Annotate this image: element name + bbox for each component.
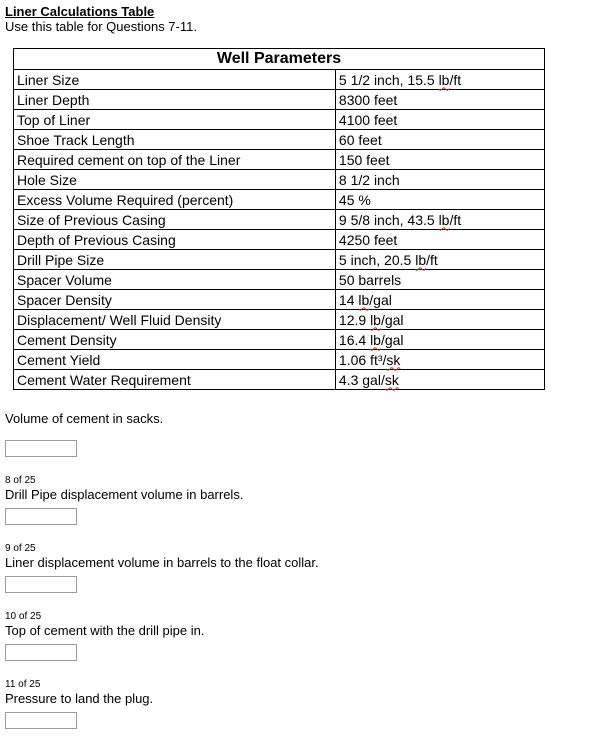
parameter-value: 4250 feet [335, 230, 544, 250]
parameter-value: 8 1/2 inch [335, 170, 544, 190]
answer-input-q7[interactable] [5, 440, 77, 457]
question-text: Liner displacement volume in barrels to the float collar. [5, 555, 319, 570]
table-row [14, 210, 545, 230]
parameter-value: 45 % [335, 190, 544, 210]
parameter-value: 14 lb/gal [335, 290, 544, 310]
parameter-value: 60 feet [335, 130, 544, 150]
parameter-label: Cement Water Requirement [14, 370, 336, 390]
parameter-label: Cement Yield [14, 350, 336, 370]
parameter-label: Required cement on top of the Liner [14, 150, 336, 170]
well-parameters-table [13, 48, 545, 390]
parameter-label: Drill Pipe Size [14, 250, 336, 270]
parameter-label: Hole Size [14, 170, 336, 190]
parameter-label: Size of Previous Casing [14, 210, 336, 230]
answer-input-q11[interactable] [5, 712, 77, 729]
parameter-label: Spacer Volume [14, 270, 336, 290]
table-row [14, 90, 545, 110]
table-row [14, 350, 545, 370]
question-text: Pressure to land the plug. [5, 691, 154, 706]
table-row [14, 110, 545, 130]
parameter-label: Displacement/ Well Fluid Density [14, 310, 336, 330]
parameter-value: 4100 feet [335, 110, 544, 130]
question-block [5, 611, 204, 638]
question-number: 11 of 25 [5, 679, 41, 690]
parameter-label: Top of Liner [14, 110, 336, 130]
question-block [5, 543, 319, 570]
table-row [14, 130, 545, 150]
question-text: Top of cement with the drill pipe in. [5, 623, 205, 638]
answer-input-q9[interactable] [5, 576, 77, 593]
question-text: Volume of cement in sacks. [5, 411, 164, 426]
table-row [14, 150, 545, 170]
parameter-label: Excess Volume Required (percent) [14, 190, 336, 210]
question-block [5, 411, 163, 426]
parameter-value: 50 barrels [335, 270, 544, 290]
table-row [14, 330, 545, 350]
table-row [14, 190, 545, 210]
parameter-value: 1.06 ft³/sk [335, 350, 544, 370]
parameter-value: 12.9 lb/gal [335, 310, 544, 330]
parameter-label: Shoe Track Length [14, 130, 336, 150]
parameter-label: Spacer Density [14, 290, 336, 310]
table-row [14, 230, 545, 250]
question-number: 8 of 25 [5, 475, 36, 486]
parameter-value: 9 5/8 inch, 43.5 lb/ft [335, 210, 544, 230]
parameter-value: 8300 feet [335, 90, 544, 110]
question-block [5, 679, 153, 706]
parameter-value: 4.3 gal/sk [335, 370, 544, 390]
question-text: Drill Pipe displacement volume in barrels. [5, 487, 244, 502]
table-row [14, 270, 545, 290]
parameter-label: Cement Density [14, 330, 336, 350]
table-row [14, 370, 545, 390]
question-number: 10 of 25 [5, 611, 42, 622]
parameter-label: Liner Size [14, 70, 336, 90]
answer-input-q8[interactable] [5, 508, 77, 525]
question-block [5, 475, 243, 502]
parameter-label: Liner Depth [14, 90, 336, 110]
parameter-value: 16.4 lb/gal [335, 330, 544, 350]
parameter-value: 5 1/2 inch, 15.5 lb/ft [335, 70, 544, 90]
table-row [14, 290, 545, 310]
table-title: Well Parameters [14, 49, 545, 70]
table-row [14, 310, 545, 330]
parameter-value: 5 inch, 20.5 lb/ft [335, 250, 544, 270]
answer-input-q10[interactable] [5, 644, 77, 661]
page-title: Liner Calculations Table [5, 4, 155, 19]
table-row [14, 70, 545, 90]
table-row [14, 250, 545, 270]
page-subtitle: Use this table for Questions 7-11. [5, 19, 197, 34]
table-row [14, 170, 545, 190]
parameter-label: Depth of Previous Casing [14, 230, 336, 250]
parameter-value: 150 feet [335, 150, 544, 170]
question-number: 9 of 25 [5, 543, 36, 554]
